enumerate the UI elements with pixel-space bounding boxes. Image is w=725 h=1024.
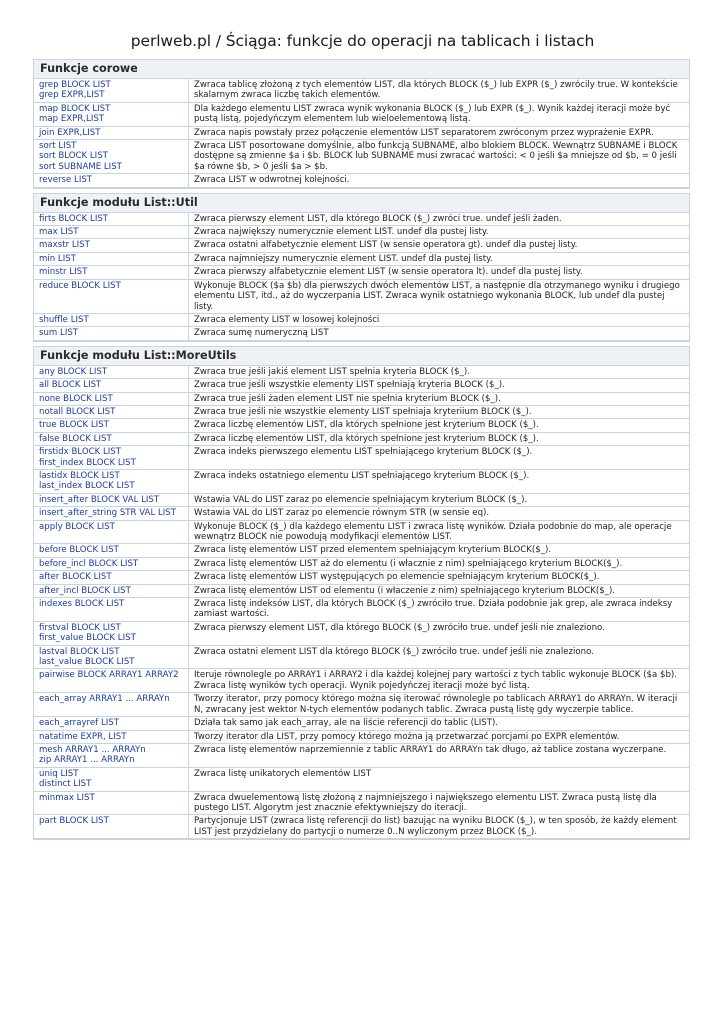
section-2 — [33, 346, 690, 840]
function-description: Zwraca listę indeksów LIST, dla których BLOCK ($_) zwróciło true. Działa podobnie jak grep, ale zwraca indeksy zamiast wartości. — [189, 598, 690, 622]
function-signature: before_incl BLOCK LIST — [39, 558, 139, 569]
function-signature-cell — [34, 584, 189, 597]
function-signature: indexes BLOCK LIST — [39, 599, 125, 610]
table-row — [34, 432, 689, 445]
function-description: Zwraca listę elementów LIST aż do elementu (i włacznie z nim) spełniającego kryterium BLOCK($_). — [189, 557, 690, 570]
function-signature: reverse LIST — [39, 175, 93, 186]
function-signature-cell — [34, 379, 189, 392]
function-signature-cell — [34, 419, 189, 432]
table-row — [34, 446, 689, 470]
function-description: Zwraca ostatni alfabetycznie element LIST (w sensie operatora gt). undef dla pustej listy. — [189, 239, 690, 252]
function-description: Zwraca listę elementów LIST przed elementem spełniającym kryterium BLOCK($_). — [189, 544, 690, 557]
function-description: Zwraca tablicę złożoną z tych elementów LIST, dla których BLOCK ($_) lub EXPR ($_) zwrócily true. W kontekście skalarnym zwraca liczbę takich elementów. — [189, 79, 690, 102]
function-description: Zwraca dwuelementową listę złożoną z najmniejszego i największego elementu LIST. Zwraca pustą listę dla pustego LIST. Algorytm jest znacznie efektywniejszy do iteracji. — [189, 791, 690, 815]
table-row — [34, 693, 689, 717]
function-signature: sort BLOCK LIST — [39, 151, 108, 162]
function-signature: minmax LIST — [39, 792, 95, 803]
function-signature: after BLOCK LIST — [39, 572, 112, 583]
function-signature-cell — [34, 815, 189, 839]
table-row — [34, 102, 689, 126]
function-signature: minstr LIST — [39, 267, 88, 278]
function-description: Zwraca pierwszy alfabetycznie element LIST (w sensie operatora lt). undef dla pustej listy. — [189, 266, 690, 279]
function-signature: sum LIST — [39, 328, 79, 339]
function-signature-cell — [34, 469, 189, 493]
table-row — [34, 520, 689, 544]
function-description: Dla każdego elementu LIST zwraca wynik wykonania BLOCK ($_) lub EXPR ($_). Wynik każdej iteracji może być pustą listą, pojedyńczym elementem lub wieloelementową listą. — [189, 102, 690, 126]
function-description: Zwraca liczbę elementów LIST, dla których spełnione jest kryterium BLOCK ($_). — [189, 432, 690, 445]
function-signature: insert_after_string STR VAL LIST — [39, 508, 176, 519]
function-signature: false BLOCK LIST — [39, 433, 112, 444]
function-signature-cell — [34, 598, 189, 622]
function-signature-cell — [34, 743, 189, 767]
function-description: Wykonuje BLOCK ($a $b) dla pierwszych dwóch elementów LIST, a następnie dla otrzymanego wyniku i drugiego elementu LIST, itd., aż do wyczerpania LIST. Zwraca wynik ostatniego wykonania BLOCK, lub undef dla pustej listy. — [189, 279, 690, 313]
function-signature: mesh ARRAY1 ... ARRAYn — [39, 744, 146, 755]
function-signature-cell — [34, 669, 189, 693]
table-row — [34, 469, 689, 493]
function-signature-cell — [34, 717, 189, 730]
function-description: Tworzy iterator, przy pomocy którego można się iterować równolegle po tablicach ARRAY1 do ARRAYn. W iteracji N, zwracany jest wektor N-tych elementów podanych tablic. Zwraca pustą listę gdy wyczerpie tablice. — [189, 693, 690, 717]
function-signature: all BLOCK LIST — [39, 380, 102, 391]
function-description: Zwraca elementy LIST w losowej kolejności — [189, 313, 690, 326]
function-signature-cell — [34, 432, 189, 445]
function-signature-cell — [34, 621, 189, 645]
function-signature-cell — [34, 102, 189, 126]
function-table — [34, 366, 689, 839]
function-description: Partycjonuje LIST (zwraca listę referencji do list) bazując na wyniku BLOCK ($_), w ten sposób, że każdy element LIST jest przydzielany do partycji o numerze 0..N wyliczonym przez BLOCK ($_). — [189, 815, 690, 839]
function-signature-cell — [34, 520, 189, 544]
function-signature-cell — [34, 645, 189, 669]
table-row — [34, 584, 689, 597]
function-signature: distinct LIST — [39, 779, 92, 790]
function-signature: max LIST — [39, 227, 79, 238]
function-signature: firts BLOCK LIST — [39, 213, 109, 224]
function-description: Iteruje równolegle po ARRAY1 i ARRAY2 i dla każdej kolejnej pary wartości z tych tablic wykonuje BLOCK ($a $b). Zwraca listę wyników tych operacji. Wynik pojedyńczej iteracji może być listą. — [189, 669, 690, 693]
function-signature-cell — [34, 493, 189, 506]
function-signature: natatime EXPR, LIST — [39, 731, 127, 742]
function-signature: after_incl BLOCK LIST — [39, 585, 131, 596]
function-signature-cell — [34, 252, 189, 265]
table-row — [34, 126, 689, 139]
table-row — [34, 213, 689, 226]
function-signature-cell — [34, 140, 189, 174]
function-signature: zip ARRAY1 ... ARRAYn — [39, 755, 135, 766]
function-signature-cell — [34, 392, 189, 405]
table-row — [34, 621, 689, 645]
function-signature: apply BLOCK LIST — [39, 521, 115, 532]
function-signature: first_value BLOCK LIST — [39, 633, 136, 644]
table-row — [34, 79, 689, 102]
function-signature-cell — [34, 174, 189, 187]
function-signature: each_arrayref LIST — [39, 718, 119, 729]
function-signature: pairwise BLOCK ARRAY1 ARRAY2 — [39, 670, 179, 681]
table-row — [34, 767, 689, 791]
section-title: Funkcje modułu List::Util — [34, 194, 689, 213]
section-0 — [33, 59, 690, 189]
table-row — [34, 174, 689, 187]
table-row — [34, 266, 689, 279]
table-row — [34, 669, 689, 693]
function-signature: first_index BLOCK LIST — [39, 457, 136, 468]
section-title: Funkcje modułu List::MoreUtils — [34, 347, 689, 366]
function-description: Wykonuje BLOCK ($_) dla każdego elementu LIST i zwraca listę wyników. Działa podobnie do map, ale operacje wewnątrz BLOCK nie powodują modyfikacji elementów LIST. — [189, 520, 690, 544]
section-title: Funkcje corowe — [34, 60, 689, 79]
table-row — [34, 571, 689, 584]
function-signature-cell — [34, 279, 189, 313]
table-row — [34, 815, 689, 839]
table-row — [34, 405, 689, 418]
page-title: perlweb.pl / Ściąga: funkcje do operacji na tablicach i listach — [130, 32, 595, 50]
function-signature: grep BLOCK LIST — [39, 80, 111, 90]
table-row — [34, 239, 689, 252]
function-signature-cell — [34, 446, 189, 470]
table-row — [34, 392, 689, 405]
function-signature: notall BLOCK LIST — [39, 406, 116, 417]
function-signature: lastval BLOCK LIST — [39, 646, 120, 657]
table-row — [34, 743, 689, 767]
function-signature-cell — [34, 213, 189, 226]
table-row — [34, 313, 689, 326]
function-description: Wstawia VAL do LIST zaraz po elemencie spełniającym kryterium BLOCK ($_). — [189, 493, 690, 506]
table-row — [34, 557, 689, 570]
function-signature: true BLOCK LIST — [39, 420, 109, 431]
function-signature: each_array ARRAY1 ... ARRAYn — [39, 694, 170, 705]
function-signature: maxstr LIST — [39, 240, 90, 251]
function-description: Tworzy iterator dla LIST, przy pomocy którego można ją przetwarzać porcjami po EXPR elementów. — [189, 730, 690, 743]
function-signature: grep EXPR,LIST — [39, 90, 105, 101]
table-row — [34, 791, 689, 815]
function-signature-cell — [34, 544, 189, 557]
function-signature: lastidx BLOCK LIST — [39, 470, 120, 481]
function-description: Zwraca listę unikatorych elementów LIST — [189, 767, 690, 791]
reference-sections — [33, 59, 690, 844]
function-signature: before BLOCK LIST — [39, 545, 119, 556]
function-signature: sort SUBNAME LIST — [39, 161, 122, 172]
function-description: Zwraca ostatni element LIST dla którego BLOCK ($_) zwróciło true. undef jeśli nie znaleziono. — [189, 645, 690, 669]
function-signature-cell — [34, 571, 189, 584]
function-description: Działa tak samo jak each_array, ale na liście referencji do tablic (LIST). — [189, 717, 690, 730]
table-row — [34, 645, 689, 669]
function-signature: last_value BLOCK LIST — [39, 657, 135, 668]
function-signature: map EXPR,LIST — [39, 114, 105, 125]
function-signature-cell — [34, 730, 189, 743]
table-row — [34, 544, 689, 557]
function-description: Wstawia VAL do LIST zaraz po elemencie równym STR (w sensie eq). — [189, 507, 690, 520]
function-description: Zwraca listę elementów LIST występujących po elemencie spełniającym kryterium BLOCK($_). — [189, 571, 690, 584]
function-signature: insert_after BLOCK VAL LIST — [39, 494, 160, 505]
function-signature-cell — [34, 767, 189, 791]
function-signature-cell — [34, 226, 189, 239]
table-row — [34, 366, 689, 379]
function-description: Zwraca true jeśli jakiś element LIST spełnia kryteria BLOCK ($_). — [189, 366, 690, 379]
table-row — [34, 379, 689, 392]
function-signature: firstidx BLOCK LIST — [39, 447, 121, 458]
function-signature-cell — [34, 126, 189, 139]
function-signature-cell — [34, 791, 189, 815]
function-signature-cell — [34, 79, 189, 102]
table-row — [34, 493, 689, 506]
function-signature: none BLOCK LIST — [39, 393, 113, 404]
function-signature-cell — [34, 313, 189, 326]
function-signature-cell — [34, 366, 189, 379]
function-description: Zwraca listę elementów naprzemiennie z tablic ARRAY1 do ARRAYn tak długo, aż tablice zostana wyczerpane. — [189, 743, 690, 767]
function-description: Zwraca LIST w odwrotnej kolejności. — [189, 174, 690, 187]
function-description: Zwraca indeks ostatniego elementu LIST spełniającego kryterium BLOCK ($_). — [189, 469, 690, 493]
function-signature: uniq LIST — [39, 768, 79, 779]
function-signature: shuffle LIST — [39, 314, 89, 325]
function-description: Zwraca największy numerycznie element LIST. undef dla pustej listy. — [189, 226, 690, 239]
function-signature-cell — [34, 507, 189, 520]
section-1 — [33, 193, 690, 342]
table-row — [34, 598, 689, 622]
table-row — [34, 507, 689, 520]
function-description: Zwraca pierwszy element LIST, dla którego BLOCK ($_) zwróci true. undef jeśli żaden. — [189, 213, 690, 226]
function-signature-cell — [34, 239, 189, 252]
function-description: Zwraca indeks pierwszego elementu LIST spełniającego kryterium BLOCK ($_). — [189, 446, 690, 470]
table-row — [34, 226, 689, 239]
function-description: Zwraca true jeśli żaden element LIST nie spełnia kryterium BLOCK ($_). — [189, 392, 690, 405]
function-table — [34, 79, 689, 188]
function-description: Zwraca LIST posortowane domyślnie, albo funkcją SUBNAME, albo blokiem BLOCK. Wewnątrz SUBNAME i BLOCK dostępne są zmienne $a i $b. BLOCK lub SUBNAME musi zwracać wartości: < 0 jeśli $a mniejsze od $b, = 0 jeśli $a równe $b, > 0 jeśli $a > $b. — [189, 140, 690, 174]
function-signature: reduce BLOCK LIST — [39, 280, 121, 291]
function-description: Zwraca true jeśli nie wszystkie elementy LIST spełniaja kryteriium BLOCK ($_). — [189, 405, 690, 418]
function-signature: last_index BLOCK LIST — [39, 481, 135, 492]
function-signature: any BLOCK LIST — [39, 366, 108, 377]
function-signature-cell — [34, 327, 189, 340]
table-row — [34, 140, 689, 174]
table-row — [34, 717, 689, 730]
function-description: Zwraca najmniejszy numerycznie element LIST. undef dla pustej listy. — [189, 252, 690, 265]
function-signature: sort LIST — [39, 141, 77, 152]
function-description: Zwraca napis powstały przez połączenie elementów LIST separatorem zwróconym przez wyprażenie EXPR. — [189, 126, 690, 139]
function-signature: map BLOCK LIST — [39, 103, 111, 114]
function-description: Zwraca listę elementów LIST od elementu (i właczenie z nim) spełniającego kryterium BLOCK($_). — [189, 584, 690, 597]
function-signature: firstval BLOCK LIST — [39, 622, 121, 633]
function-signature-cell — [34, 405, 189, 418]
table-row — [34, 327, 689, 340]
function-signature: min LIST — [39, 253, 76, 264]
function-signature-cell — [34, 693, 189, 717]
function-signature-cell — [34, 557, 189, 570]
function-signature: join EXPR,LIST — [39, 127, 101, 138]
function-description: Zwraca sumę numeryczną LIST — [189, 327, 690, 340]
function-description: Zwraca pierwszy element LIST, dla którego BLOCK ($_) zwróciło true. undef jeśli nie znaleziono. — [189, 621, 690, 645]
function-description: Zwraca true jeśli wszystkie elementy LIST spełniają kryteria BLOCK ($_). — [189, 379, 690, 392]
table-row — [34, 252, 689, 265]
table-row — [34, 419, 689, 432]
function-table — [34, 213, 689, 341]
function-signature: part BLOCK LIST — [39, 816, 109, 827]
function-signature-cell — [34, 266, 189, 279]
table-row — [34, 730, 689, 743]
table-row — [34, 279, 689, 313]
function-description: Zwraca liczbę elementów LIST, dla których spełnione jest kryterium BLOCK ($_). — [189, 419, 690, 432]
